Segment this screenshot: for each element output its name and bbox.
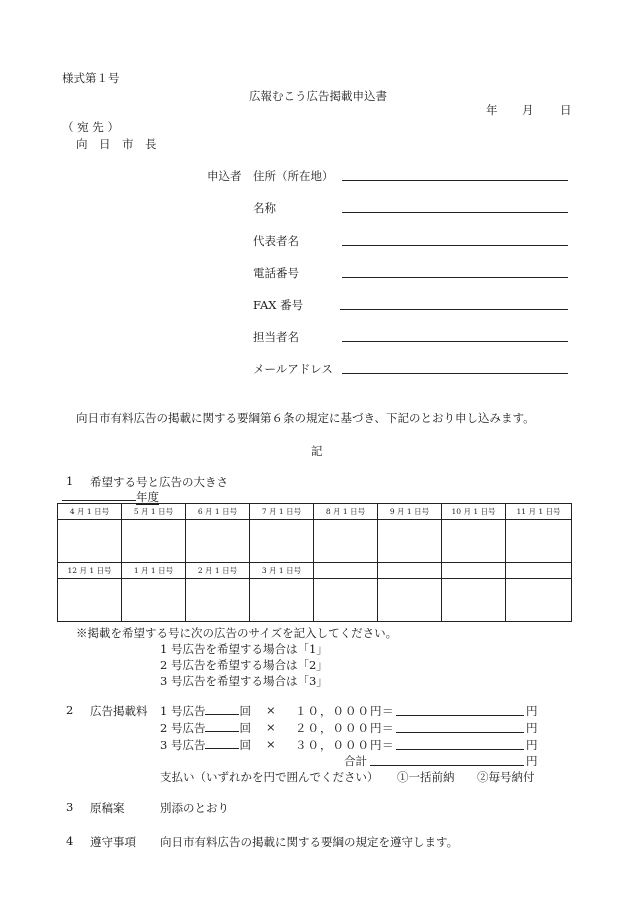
fee-row-label: 3 号広告 xyxy=(160,738,206,752)
applicant-label: 申込者 xyxy=(207,169,242,183)
field-label-phone: 電話番号 xyxy=(253,266,299,280)
issue-header: 11 月 1 日号 xyxy=(506,504,572,520)
count-blank[interactable] xyxy=(205,703,239,715)
issue-header: 12 月 1 日号 xyxy=(58,563,122,579)
field-label-fax: FAX 番号 xyxy=(253,298,304,312)
section2-title: 広告掲載料 xyxy=(90,704,148,718)
date-year-label: 年 xyxy=(486,103,498,117)
equals-sign: ＝ xyxy=(382,738,394,752)
contact-input-line[interactable] xyxy=(342,341,568,342)
times-sign: × xyxy=(266,720,276,734)
amount-blank[interactable] xyxy=(396,749,524,750)
equals-sign: ＝ xyxy=(382,704,394,718)
issue-header: 1 月 1 日号 xyxy=(122,563,186,579)
amount-blank[interactable] xyxy=(396,732,524,733)
times-sign: × xyxy=(266,703,276,717)
addressee-label: （ 宛 先 ） xyxy=(62,120,119,134)
representative-input-line[interactable] xyxy=(342,245,568,246)
issue-header: 10 月 1 日号 xyxy=(442,504,506,520)
issue-header: 7 月 1 日号 xyxy=(250,504,314,520)
issue-header xyxy=(314,563,378,579)
fee-row-label: 2 号広告 xyxy=(160,721,206,735)
section2-number: 2 xyxy=(66,703,74,717)
date-day-label: 日 xyxy=(560,103,572,117)
field-label-address: 住所（所在地） xyxy=(253,169,334,183)
size-entry-cell[interactable] xyxy=(186,520,250,563)
size-entry-cell[interactable] xyxy=(58,520,122,563)
size-entry-cell[interactable] xyxy=(314,520,378,563)
size-entry-cell[interactable] xyxy=(506,520,572,563)
date-month-label: 月 xyxy=(522,103,534,117)
issue-size-table xyxy=(57,503,572,622)
unit-price: １０，０００円 xyxy=(295,704,383,718)
size-note: ※掲載を希望する号に次の広告のサイズを記入してください。 xyxy=(76,626,398,640)
unit-price: ２０，０００円 xyxy=(295,721,383,735)
payment-instruction: 支払い（いずれかを円で囲んでください） xyxy=(160,770,379,784)
issue-header xyxy=(506,563,572,579)
fiscal-year-label: 年度 xyxy=(136,490,159,504)
fax-input-line[interactable] xyxy=(340,309,568,310)
section1-title: 希望する号と広告の大きさ xyxy=(90,475,228,489)
phone-input-line[interactable] xyxy=(342,277,568,278)
section3-value: 別添のとおり xyxy=(160,801,229,815)
issue-header xyxy=(442,563,506,579)
times-sign: × xyxy=(266,737,276,751)
address-input-line[interactable] xyxy=(342,180,568,181)
fee-row xyxy=(160,720,251,736)
name-input-line[interactable] xyxy=(342,212,568,213)
equals-sign: ＝ xyxy=(382,721,394,735)
payment-option-lump-sum[interactable]: ①一括前納 xyxy=(397,770,455,784)
count-blank[interactable] xyxy=(205,737,239,749)
section4-value: 向日市有料広告の掲載に関する要綱の規定を遵守します。 xyxy=(160,835,459,849)
yen-label: 円 xyxy=(526,738,538,752)
addressee-name: 向 日 市 長 xyxy=(76,137,157,151)
unit-price: ３０，０００円 xyxy=(295,738,383,752)
total-amount-blank[interactable] xyxy=(370,765,524,766)
email-input-line[interactable] xyxy=(342,373,568,374)
intro-text: 向日市有料広告の掲載に関する要綱第６条の規定に基づき、下記のとおり申し込みます。 xyxy=(76,411,535,425)
payment-option-per-issue[interactable]: ②毎号納付 xyxy=(477,770,535,784)
size-entry-cell[interactable] xyxy=(186,579,250,622)
issue-header: 2 月 1 日号 xyxy=(186,563,250,579)
fee-row-unit: 回 xyxy=(239,738,251,752)
size-entry-cell[interactable] xyxy=(122,579,186,622)
field-label-representative: 代表者名 xyxy=(253,234,299,248)
size-entry-cell[interactable] xyxy=(314,579,378,622)
size-entry-cell[interactable] xyxy=(378,579,442,622)
amount-blank[interactable] xyxy=(396,715,524,716)
issue-header xyxy=(378,563,442,579)
field-label-contact: 担当者名 xyxy=(253,330,299,344)
size-entry-cell[interactable] xyxy=(442,579,506,622)
size-entry-cell[interactable] xyxy=(58,579,122,622)
total-yen-label: 円 xyxy=(526,754,538,768)
issue-header: 3 月 1 日号 xyxy=(250,563,314,579)
size-entry-cell[interactable] xyxy=(442,520,506,563)
section3-number: 3 xyxy=(66,800,74,814)
section4-title: 遵守事項 xyxy=(90,835,136,849)
form-number: 様式第１号 xyxy=(62,71,120,85)
size-entry-cell[interactable] xyxy=(250,520,314,563)
issue-header: 8 月 1 日号 xyxy=(314,504,378,520)
size-option-1: 1 号広告を希望する場合は「1」 xyxy=(160,642,328,656)
size-option-2: 2 号広告を希望する場合は「2」 xyxy=(160,658,328,672)
size-entry-cell[interactable] xyxy=(250,579,314,622)
fee-row xyxy=(160,737,251,753)
field-label-email: メールアドレス xyxy=(253,362,333,376)
section1-number: 1 xyxy=(66,474,74,488)
issue-header: 9 月 1 日号 xyxy=(378,504,442,520)
issue-header: 6 月 1 日号 xyxy=(186,504,250,520)
total-label: 合計 xyxy=(344,754,367,768)
section3-title: 原稿案 xyxy=(90,801,125,815)
size-entry-cell[interactable] xyxy=(122,520,186,563)
section4-number: 4 xyxy=(66,834,74,848)
size-entry-cell[interactable] xyxy=(506,579,572,622)
issue-header: 5 月 1 日号 xyxy=(122,504,186,520)
fee-row-label: 1 号広告 xyxy=(160,704,206,718)
ki-heading: 記 xyxy=(311,444,323,458)
fee-row-unit: 回 xyxy=(239,704,251,718)
fee-row-unit: 回 xyxy=(239,721,251,735)
size-entry-cell[interactable] xyxy=(378,520,442,563)
size-option-3: 3 号広告を希望する場合は「3」 xyxy=(160,674,328,688)
fee-row xyxy=(160,703,251,719)
document-title: 広報むこう広告掲載申込書 xyxy=(249,89,387,103)
yen-label: 円 xyxy=(526,721,538,735)
yen-label: 円 xyxy=(526,704,538,718)
count-blank[interactable] xyxy=(205,720,239,732)
field-label-name: 名称 xyxy=(253,201,276,215)
issue-header: 4 月 1 日号 xyxy=(58,504,122,520)
fiscal-year-blank[interactable] xyxy=(62,489,136,501)
